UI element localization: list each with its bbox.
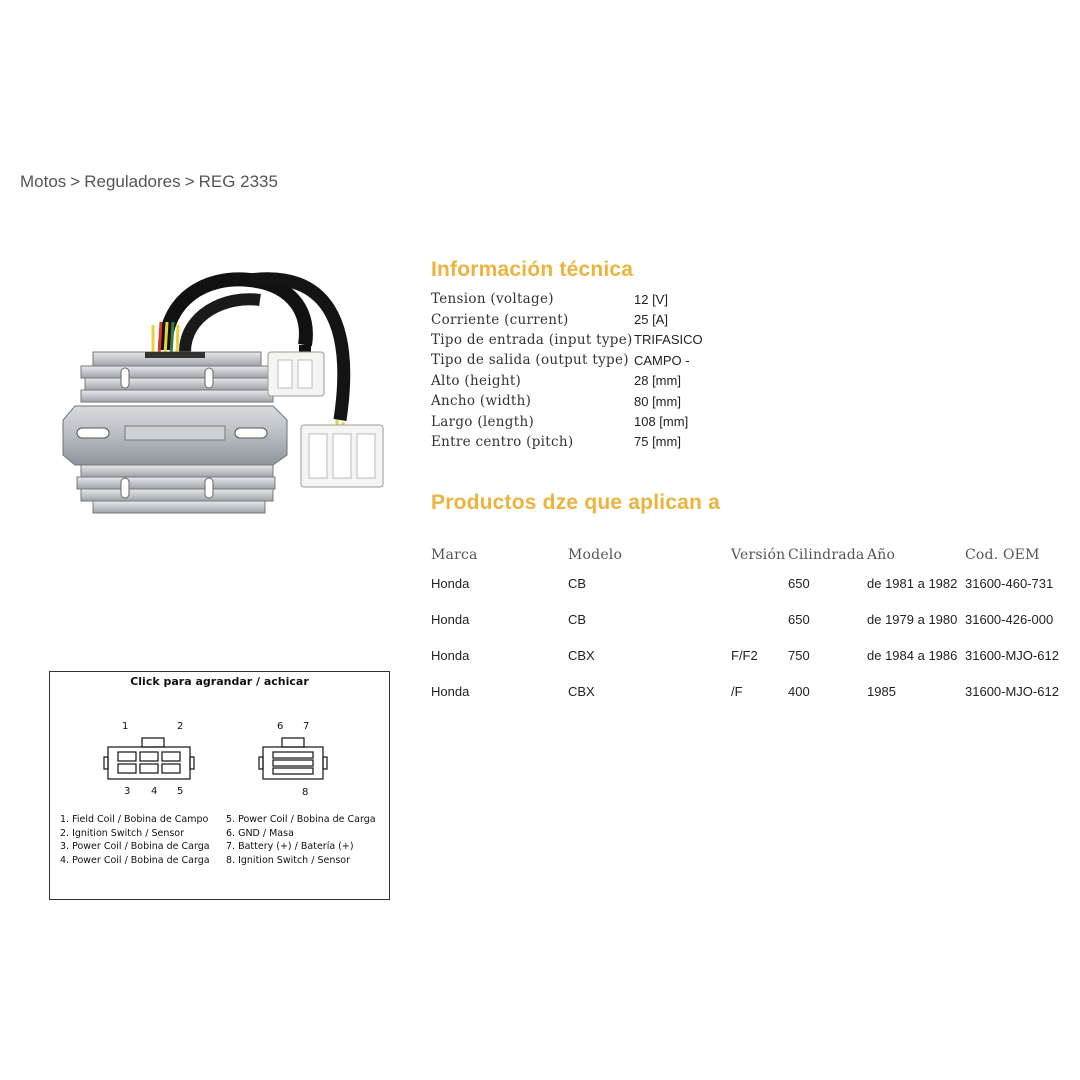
cell-marca: Honda: [431, 647, 470, 663]
spec-label: Largo (length): [431, 413, 535, 430]
spec-label: Tipo de salida (output type): [431, 352, 629, 369]
legend-item: 1. Field Coil / Bobina de Campo: [60, 814, 209, 825]
connector-three-pin: [259, 738, 327, 779]
spec-label: Corriente (current): [431, 311, 569, 328]
pin-label: 2: [177, 721, 184, 732]
cell-anio: 1985: [867, 683, 896, 699]
spec-label: Alto (height): [431, 372, 522, 389]
wiring-diagram[interactable]: [49, 671, 390, 900]
table-row: [431, 637, 1075, 673]
cell-modelo: CB: [568, 575, 587, 591]
table-row: [431, 673, 1075, 709]
cell-version: [731, 601, 788, 637]
cell-version: [731, 565, 788, 601]
spec-value: 25 [A]: [634, 312, 668, 328]
cell-cilindrada: 750: [788, 647, 810, 663]
voltage-regulator-photo[interactable]: [55, 260, 395, 540]
spec-label: Tipo de entrada (input type): [431, 331, 633, 348]
spec-row: [431, 371, 703, 391]
cell-anio: de 1984 a 1986: [867, 647, 958, 663]
col-header-oem: Cod. OEM: [965, 547, 1040, 563]
table-row: [431, 601, 1075, 637]
spec-value: CAMPO -: [634, 352, 690, 368]
spec-value: 28 [mm]: [634, 373, 681, 389]
pin-label: 1: [122, 721, 129, 732]
legend-item: 3. Power Coil / Bobina de Carga: [60, 841, 210, 852]
cell-oem: 31600-MJO-612: [965, 683, 1059, 699]
col-header-version: Versión: [731, 547, 786, 563]
spec-row: [431, 411, 703, 431]
spec-row: [431, 350, 703, 370]
cell-oem: 31600-460-731: [965, 575, 1054, 591]
pin-label: 3: [124, 786, 131, 797]
tech-info-title: Información técnica: [431, 258, 634, 281]
pin-label: 8: [302, 787, 309, 798]
spec-row: [431, 309, 703, 329]
connector-diagram: [50, 672, 389, 812]
pin-label: 7: [303, 721, 310, 732]
breadcrumb-reguladores[interactable]: Reguladores: [84, 172, 181, 191]
cell-anio: de 1981 a 1982: [867, 575, 958, 591]
products-table: [431, 545, 1075, 709]
spec-value: 75 [mm]: [634, 434, 681, 450]
col-header-cilindrada: Cilindrada: [788, 547, 865, 563]
breadcrumb-separator: >: [184, 172, 195, 191]
cell-oem: 31600-426-000: [965, 611, 1054, 627]
cell-modelo: CBX: [568, 647, 595, 663]
legend-item: 8. Ignition Switch / Sensor: [226, 854, 351, 866]
cell-cilindrada: 650: [788, 575, 810, 591]
spec-value: 12 [V]: [634, 291, 668, 307]
spec-row: [431, 432, 703, 452]
cell-version: /F: [731, 683, 743, 699]
cell-marca: Honda: [431, 683, 470, 699]
spec-value: 108 [mm]: [634, 414, 689, 430]
spec-value: 80 [mm]: [634, 393, 681, 409]
breadcrumb: [20, 172, 278, 192]
spec-row: [431, 289, 703, 309]
wiring-title[interactable]: Click para agrandar / achicar: [130, 675, 309, 688]
pin-label: 6: [277, 721, 284, 732]
spec-row: [431, 330, 703, 350]
tech-spec-table: [431, 289, 703, 452]
col-header-marca: Marca: [431, 547, 478, 563]
cell-modelo: CB: [568, 611, 587, 627]
col-header-modelo: Modelo: [568, 547, 623, 563]
breadcrumb-separator: >: [70, 172, 81, 191]
cell-marca: Honda: [431, 575, 470, 591]
legend-item: 5. Power Coil / Bobina de Carga: [226, 814, 376, 825]
spec-label: Entre centro (pitch): [431, 433, 574, 450]
wiring-legend-left: [60, 813, 210, 867]
spec-value: TRIFASICO: [634, 332, 703, 348]
spec-row: [431, 391, 703, 411]
breadcrumb-current: REG 2335: [198, 172, 278, 191]
connector-six-pin: [104, 738, 194, 779]
products-title: Productos dze que aplican a: [431, 491, 720, 514]
cell-anio: de 1979 a 1980: [867, 611, 958, 627]
cell-version: F/F2: [731, 647, 758, 663]
legend-item: 7. Battery (+) / Batería (+): [226, 841, 354, 852]
cell-modelo: CBX: [568, 683, 595, 699]
legend-item: 6. GND / Masa: [226, 827, 294, 839]
spec-label: Tension (voltage): [431, 291, 554, 308]
cell-marca: Honda: [431, 611, 470, 627]
cell-oem: 31600-MJO-612: [965, 647, 1059, 663]
pin-label: 5: [177, 786, 184, 797]
legend-item: 4. Power Coil / Bobina de Carga: [60, 854, 210, 866]
col-header-anio: Año: [867, 547, 896, 563]
legend-item: 2. Ignition Switch / Sensor: [60, 827, 185, 839]
wiring-legend-right: [226, 813, 376, 867]
spec-label: Ancho (width): [431, 393, 532, 410]
cell-cilindrada: 650: [788, 611, 810, 627]
breadcrumb-motos[interactable]: Motos: [20, 172, 67, 191]
products-header-row: [431, 545, 1075, 565]
table-row: [431, 565, 1075, 601]
cell-cilindrada: 400: [788, 683, 810, 699]
pin-label: 4: [151, 786, 158, 797]
